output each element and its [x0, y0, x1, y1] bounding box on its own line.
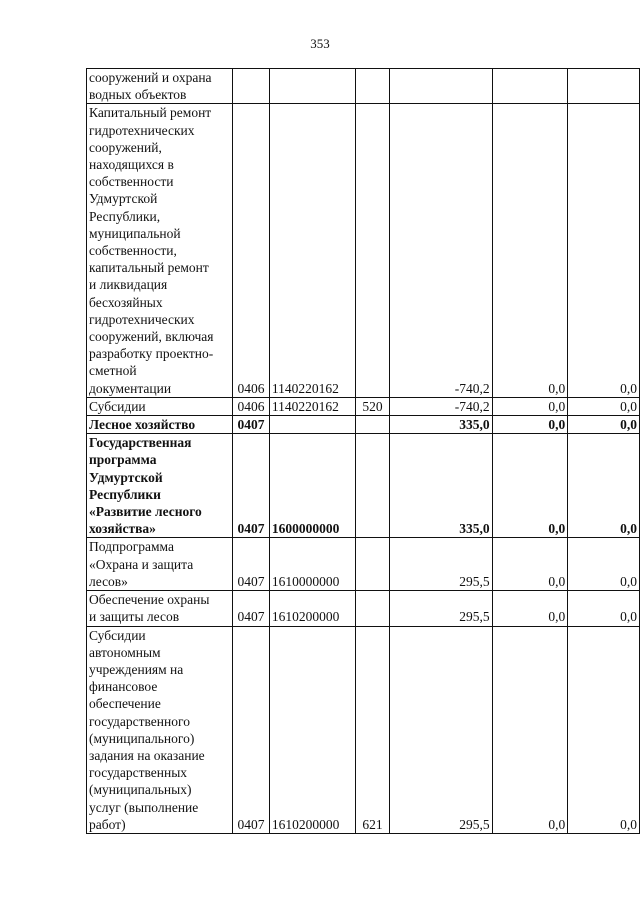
amount-year1-cell: 295,5 [390, 538, 492, 591]
row-name-cell: Капитальный ремонт гидротехнических сооружений, находящихся в собственности Удмуртской Республики, муниципальной собственности, капитальный ремонт и ликвидация бесхозяйных гидротехнических сооружений, включая разработку проектно- сметной документации [87, 104, 233, 397]
target-code-cell: 1610000000 [269, 538, 355, 591]
row-name-cell: Субсидии [87, 397, 233, 415]
amount-year2-cell: 0,0 [492, 104, 568, 397]
target-code-cell: 1140220162 [269, 104, 355, 397]
amount-year1-cell: 295,5 [390, 591, 492, 626]
row-name-cell: Лесное хозяйство [87, 416, 233, 434]
amount-year3-cell: 0,0 [568, 626, 640, 833]
amount-year3-cell [568, 69, 640, 104]
section-code-cell: 0407 [233, 416, 270, 434]
amount-year1-cell: -740,2 [390, 104, 492, 397]
amount-year3-cell: 0,0 [568, 397, 640, 415]
expense-type-cell: 621 [355, 626, 390, 833]
table-row [87, 538, 640, 591]
amount-year2-cell: 0,0 [492, 434, 568, 538]
amount-year2-cell: 0,0 [492, 591, 568, 626]
amount-year1-cell: 335,0 [390, 434, 492, 538]
target-code-cell: 1610200000 [269, 591, 355, 626]
expense-type-cell [355, 69, 390, 104]
expense-type-cell [355, 434, 390, 538]
expense-type-cell [355, 416, 390, 434]
amount-year3-cell: 0,0 [568, 434, 640, 538]
amount-year1-cell: 295,5 [390, 626, 492, 833]
expense-type-cell [355, 591, 390, 626]
table-row [87, 104, 640, 397]
amount-year3-cell: 0,0 [568, 538, 640, 591]
expense-type-cell [355, 104, 390, 397]
amount-year3-cell: 0,0 [568, 104, 640, 397]
target-code-cell [269, 69, 355, 104]
section-code-cell: 0407 [233, 538, 270, 591]
table-row [87, 397, 640, 415]
section-code-cell [233, 69, 270, 104]
target-code-cell: 1140220162 [269, 397, 355, 415]
page-number: 353 [310, 36, 330, 51]
section-code-cell: 0407 [233, 626, 270, 833]
amount-year2-cell: 0,0 [492, 626, 568, 833]
section-code-cell: 0406 [233, 104, 270, 397]
row-name-cell: Государственная программа Удмуртской Республики «Развитие лесного хозяйства» [87, 434, 233, 538]
amount-year2-cell: 0,0 [492, 538, 568, 591]
amount-year2-cell: 0,0 [492, 397, 568, 415]
section-code-cell: 0406 [233, 397, 270, 415]
row-name-cell: Субсидии автономным учреждениям на финансовое обеспечение государственного (муниципального) задания на оказание государственных (муниципальных) услуг (выполнение работ) [87, 626, 233, 833]
table-row [87, 69, 640, 104]
amount-year3-cell: 0,0 [568, 591, 640, 626]
amount-year1-cell [390, 69, 492, 104]
target-code-cell [269, 416, 355, 434]
amount-year3-cell: 0,0 [568, 416, 640, 434]
section-code-cell: 0407 [233, 434, 270, 538]
table-row [87, 591, 640, 626]
amount-year2-cell: 0,0 [492, 416, 568, 434]
table-row [87, 416, 640, 434]
expense-type-cell [355, 538, 390, 591]
target-code-cell: 1600000000 [269, 434, 355, 538]
amount-year1-cell: -740,2 [390, 397, 492, 415]
target-code-cell: 1610200000 [269, 626, 355, 833]
budget-table [86, 68, 640, 834]
expense-type-cell: 520 [355, 397, 390, 415]
table-row [87, 434, 640, 538]
budget-table-body [87, 69, 640, 834]
row-name-cell: сооружений и охрана водных объектов [87, 69, 233, 104]
amount-year2-cell [492, 69, 568, 104]
section-code-cell: 0407 [233, 591, 270, 626]
amount-year1-cell: 335,0 [390, 416, 492, 434]
row-name-cell: Подпрограмма «Охрана и защита лесов» [87, 538, 233, 591]
row-name-cell: Обеспечение охраны и защиты лесов [87, 591, 233, 626]
table-row [87, 626, 640, 833]
